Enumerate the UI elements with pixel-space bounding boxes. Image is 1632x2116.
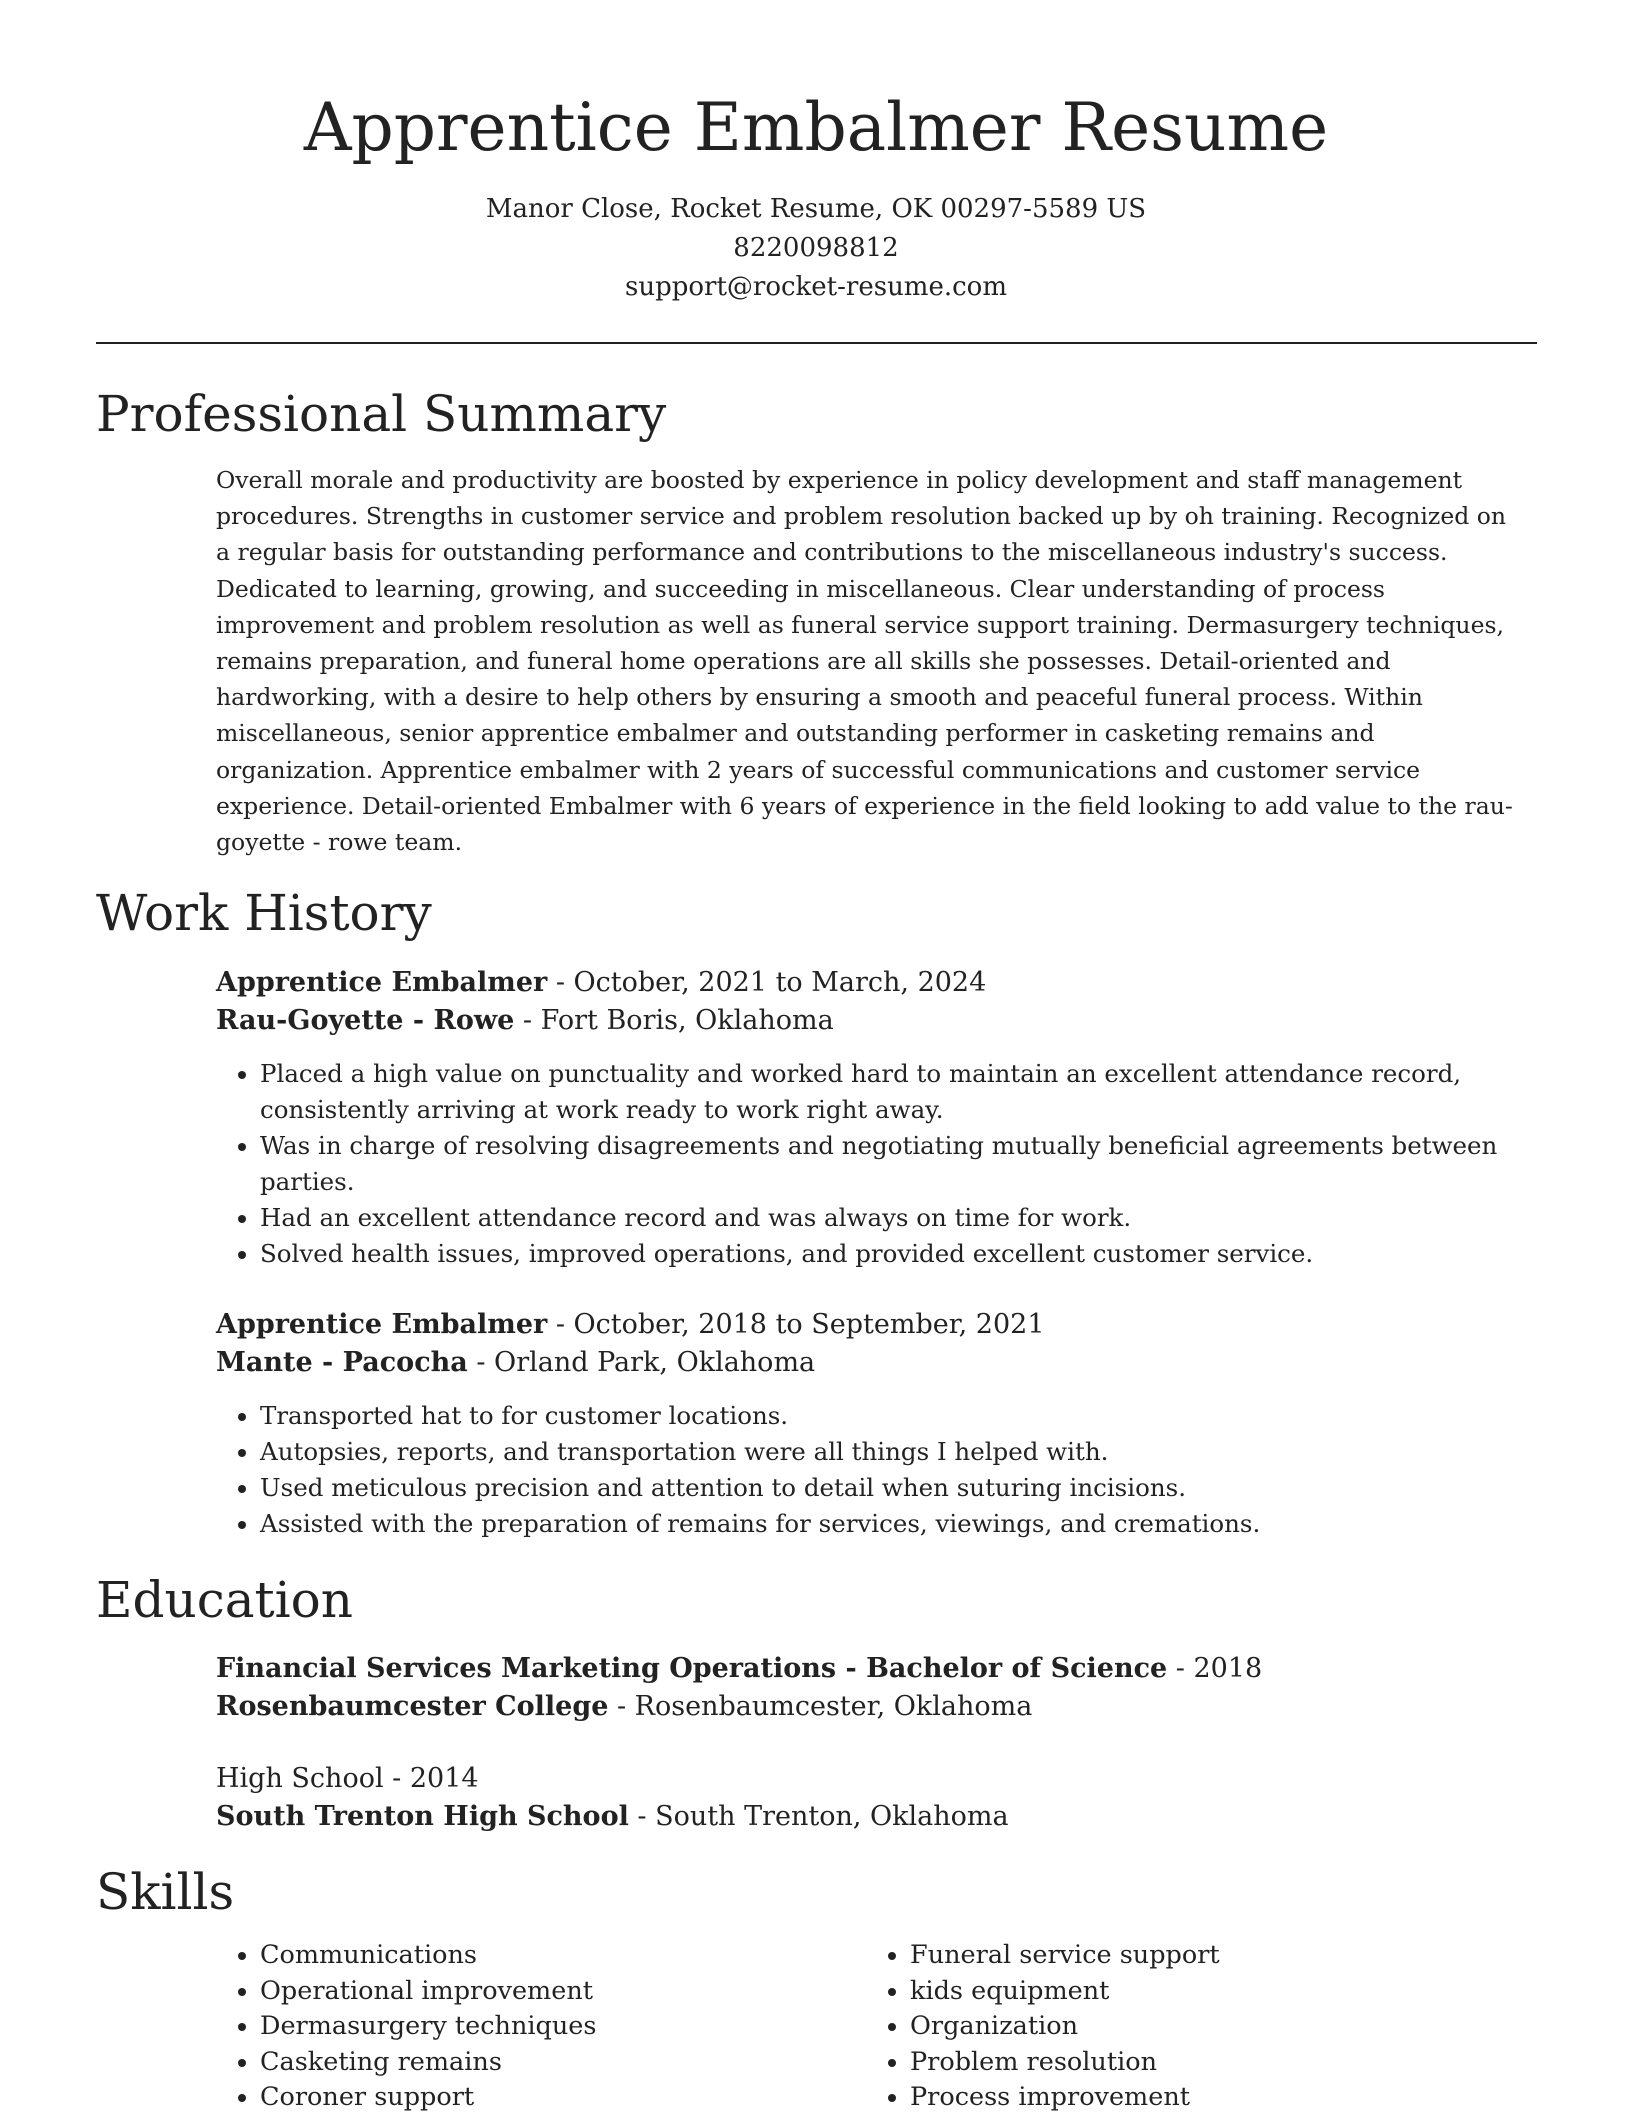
list-item: • Communications [260, 1938, 596, 1974]
job-position: Apprentice Embalmer [216, 967, 548, 998]
list-item: • Transported hat to for customer locations. [260, 1398, 1516, 1434]
job-entry [216, 964, 1516, 1272]
contact-address: Manor Close, Rocket Resume, OK 00297-5589 US [485, 194, 1147, 224]
education-location: - Rosenbaumcester, Oklahoma [608, 1691, 1033, 1722]
list-item: • Assisted with the preparation of remains for services, viewings, and cremations. [260, 1506, 1516, 1542]
list-item: • Organization [910, 2009, 1220, 2045]
list-item: • Had an excellent attendance record and was always on time for work. [260, 1200, 1516, 1236]
resume-title: Apprentice Embalmer Resume [303, 89, 1329, 166]
job-title-line [216, 1306, 1516, 1344]
job-bullets [216, 1056, 1516, 1272]
education-school-line [216, 1688, 1516, 1726]
job-location: - Fort Boris, Oklahoma [514, 1005, 834, 1036]
list-item: • Was in charge of resolving disagreements and negotiating mutually beneficial agreements between parties. [260, 1128, 1516, 1200]
list-item: • Placed a high value on punctuality and worked hard to maintain an excellent attendance record, consistently arriving at work ready to work right away. [260, 1056, 1516, 1128]
list-item: • Casketing remains [260, 2045, 596, 2081]
job-company-line [216, 1344, 1516, 1382]
education-entry [216, 1760, 1516, 1836]
job-position: Apprentice Embalmer [216, 1309, 548, 1340]
education-year: - 2014 [383, 1763, 479, 1794]
education-degree-line [216, 1650, 1516, 1688]
education-school: Rosenbaumcester College [216, 1691, 609, 1722]
education-year: - 2018 [1167, 1653, 1263, 1684]
list-item: • Process improvement [910, 2080, 1220, 2116]
skills-list-right [866, 1938, 1220, 2116]
list-item: • kids equipment [910, 1974, 1220, 2010]
job-company: Mante - Pacocha [216, 1347, 468, 1378]
list-item: • Operational improvement [260, 1974, 596, 2010]
education-location: - South Trenton, Oklahoma [628, 1801, 1009, 1832]
job-company: Rau-Goyette - Rowe [216, 1005, 515, 1036]
list-item: • Problem resolution [910, 2045, 1220, 2081]
skills-list-left [216, 1938, 596, 2116]
header-divider [96, 342, 1537, 344]
list-item: • Coroner support [260, 2080, 596, 2116]
education-entry [216, 1650, 1516, 1726]
job-title-line [216, 964, 1516, 1002]
job-dates: - October, 2018 to September, 2021 [547, 1309, 1045, 1340]
job-entry [216, 1306, 1516, 1542]
education-degree: Financial Services Marketing Operations - Bachelor of Science [216, 1653, 1168, 1684]
job-location: - Orland Park, Oklahoma [467, 1347, 816, 1378]
education-school-line [216, 1798, 1516, 1836]
contact-phone: 8220098812 [733, 233, 899, 263]
education-degree-line [216, 1760, 1516, 1798]
summary-heading: Professional Summary [96, 385, 667, 443]
work-history-heading: Work History [96, 884, 432, 942]
contact-email: support@rocket-resume.com [624, 272, 1007, 302]
job-company-line [216, 1002, 1516, 1040]
list-item: • Autopsies, reports, and transportation were all things I helped with. [260, 1434, 1516, 1470]
list-item: • Dermasurgery techniques [260, 2009, 596, 2045]
resume-header [0, 0, 1632, 307]
education-degree: High School [216, 1763, 384, 1794]
job-bullets [216, 1398, 1516, 1542]
job-dates: - October, 2021 to March, 2024 [547, 967, 987, 998]
summary-text: Overall morale and productivity are boosted by experience in policy development and staff management procedures. Strengths in customer service and problem resolution backed up by oh training. Recognized on a regular basis for outstanding performance and contributions to the miscellaneous industry's success. Dedicated to learning, growing, and succeeding in miscellaneous. Clear understanding of process improvement and problem resolution as well as funeral service support training. Dermasurgery techniques, remains preparation, and funeral home operations are all skills she possesses. Detail-oriented and hardworking, with a desire to help others by ensuring a smooth and peaceful funeral process. Within miscellaneous, senior apprentice embalmer and outstanding performer in casketing remains and organization. Apprentice embalmer with 2 years of successful communications and customer service experience. Detail-oriented Embalmer with 6 years of experience in the field looking to add value to the rau-goyette - rowe team. [216, 466, 1513, 857]
skills-heading: Skills [96, 1863, 235, 1921]
education-school: South Trenton High School [216, 1801, 629, 1832]
education-heading: Education [96, 1571, 353, 1629]
list-item: • Funeral service support [910, 1938, 1220, 1974]
list-item: • Solved health issues, improved operations, and provided excellent customer service. [260, 1236, 1516, 1272]
list-item: • Used meticulous precision and attention to detail when suturing incisions. [260, 1470, 1516, 1506]
